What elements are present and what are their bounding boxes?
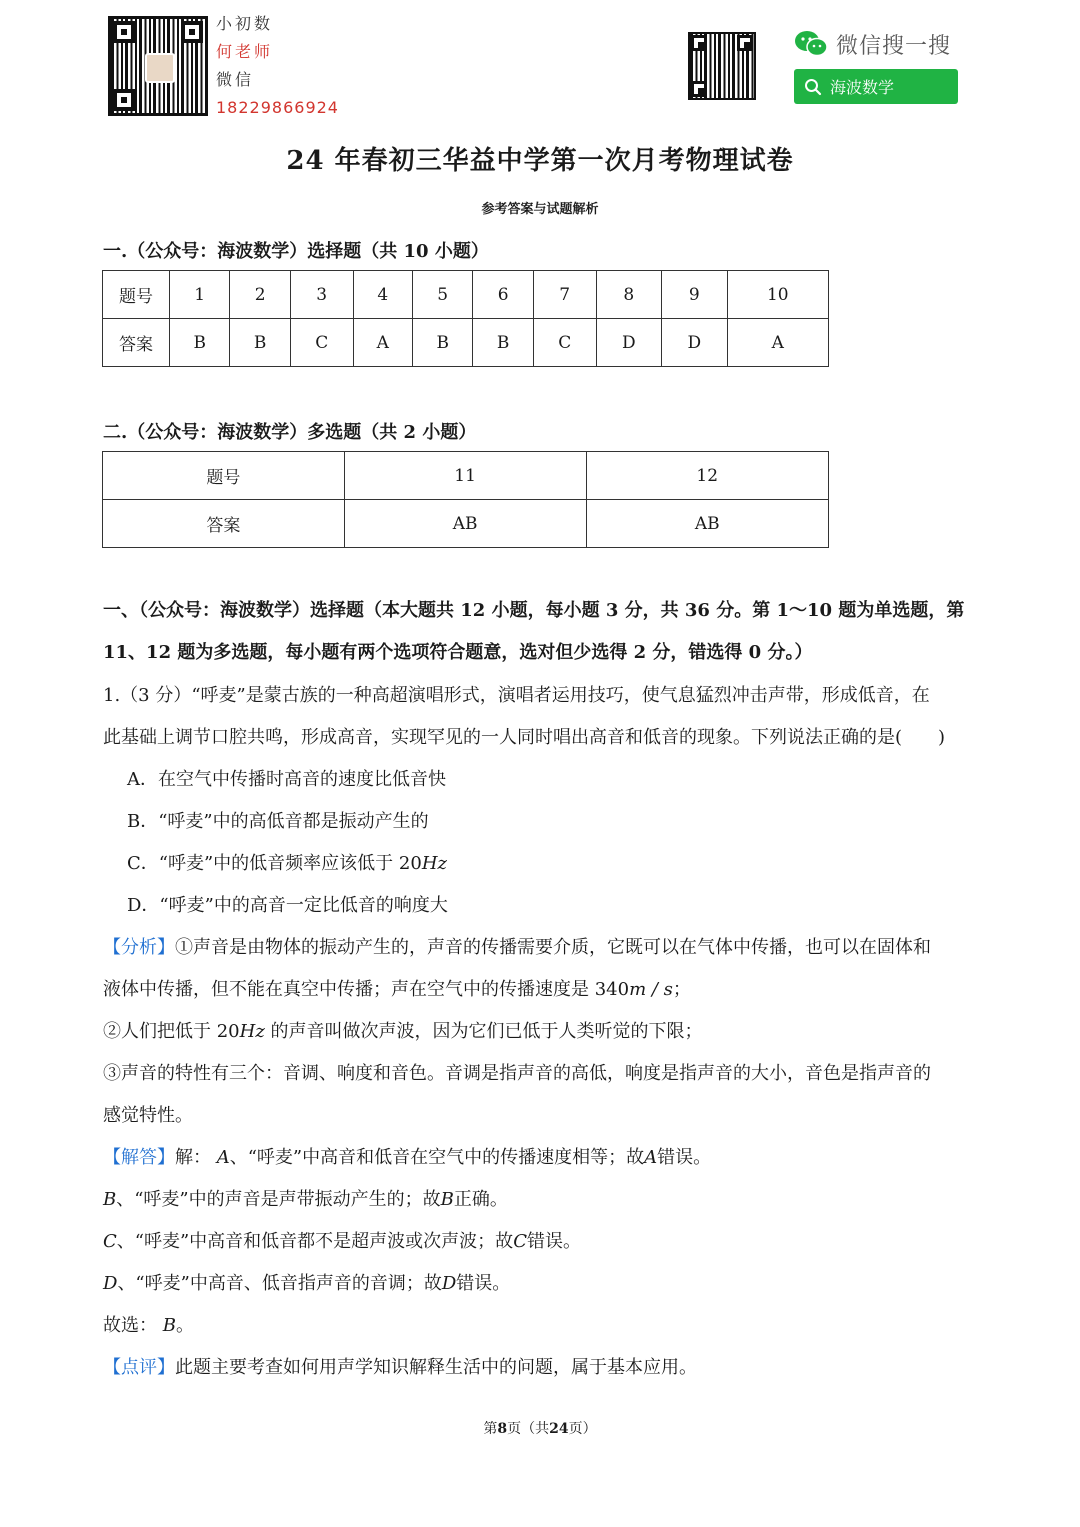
question-stem-line: 此基础上调节口腔共鸣，形成高音，实现罕见的一人同时唱出高音和低音的现象。下列说法正确的是( ) [103,727,946,748]
answer-line [103,1179,1003,1221]
option-c [103,843,1003,885]
unit: m / s [629,979,673,1000]
table-cell: C [533,319,596,367]
option-c-text: C．“呼麦”中的低音频率应该低于 20 [127,853,422,874]
option-letter: D [441,1273,457,1294]
analysis-text: ； [672,979,691,1000]
option-letter: B [440,1189,454,1210]
option-letter: A [216,1147,230,1168]
table-cell: B [473,319,533,367]
page-subtitle: 参考答案与试题解析 [481,202,599,217]
answer-line [103,1137,1003,1179]
note-line: 微信 [216,70,255,89]
part-heading-line: 11、12 题为多选题，每小题有两个选项符合题意，选对但少选得 2 分，错选得 0 分。） [103,642,813,663]
option-a: A．在空气中传播时高音的速度比低音快 [127,769,446,790]
choice-text: 。 [175,1315,194,1336]
option-letter: D [103,1273,118,1294]
multi-choice-answer-table [102,451,829,548]
part-heading-line: 一、（公众号：海波数学）选择题（本大题共 12 小题，每小题 3 分，共 36 分。第 1～10 题为单选题，第 [103,600,965,621]
option-letter: C [103,1231,117,1252]
question-1 [103,675,1003,1389]
analysis-line: 感觉特性。 [103,1105,193,1126]
answer-text: 错误。 [526,1231,581,1252]
answer-text: 错误。 [456,1273,511,1294]
table-cell: 9 [662,271,728,319]
table-row [103,500,829,548]
table-cell: D [596,319,662,367]
table-cell: 7 [533,271,596,319]
row-label: 答案 [103,319,170,367]
table-cell: B [230,319,290,367]
row-label: 题号 [103,452,345,500]
page-footer [0,1418,1080,1438]
analysis-line [103,1011,1003,1053]
wechat-search-box[interactable] [794,69,958,104]
unit: Hz [421,853,447,874]
comment-tag: 【点评】 [103,1357,175,1378]
table-cell: 11 [344,452,586,500]
analysis-text: 液体中传播，但不能在真空中传播；声在空气中的传播速度是 340 [103,979,630,1000]
note-line: 小初数 [216,14,274,33]
page-total: 24 [549,1421,569,1437]
table-cell: 8 [596,271,662,319]
analysis-text: ①声音是由物体的振动产生的，声音的传播需要介质，它既可以在气体中传播，也可以在固体和 [175,937,931,958]
section2-heading: 二.（公众号：海波数学）多选题（共 2 小题） [103,422,477,443]
choice-label: 故选： [103,1315,157,1336]
page-title: 24 年春初三华益中学第一次月考物理试卷 [286,146,794,176]
question-stem-line: 1.（3 分）“呼麦”是蒙古族的一种高超演唱形式，演唱者运用技巧，使气息猛烈冲击声带，形成低音，在 [103,685,930,706]
choice-value: B [162,1315,176,1336]
single-choice-answer-table [102,270,829,367]
answer-tag: 【解答】 [103,1147,175,1168]
analysis-line: ③声音的特性有三个：音调、响度和音色。音调是指声音的高低，响度是指声音的大小，音色是指声音的 [103,1063,931,1084]
option-letter: B [103,1189,117,1210]
table-cell: 1 [170,271,230,319]
table-cell: 4 [353,271,412,319]
table-cell: 2 [230,271,290,319]
unit: Hz [239,1021,265,1042]
qr-code-teacher [108,16,208,116]
search-box-text: 海波数学 [830,78,895,97]
footer-text: 第 [483,1421,498,1437]
answer-text: 正确。 [453,1189,508,1210]
note-line: 何老师 [216,42,274,61]
answer-text: 、“呼麦”中高音和低音都不是超声波或次声波；故 [116,1231,514,1252]
answer-line [103,1263,1003,1305]
answer-line [103,1221,1003,1263]
option-d: D．“呼麦”中的高音一定比低音的响度大 [127,895,448,916]
qr-note [216,10,339,122]
answer-text: 解： [175,1147,211,1168]
part-heading [103,590,1003,674]
wechat-search-label: 微信搜一搜 [836,34,952,59]
qr-code-account [688,32,756,100]
table-cell: 3 [290,271,353,319]
table-cell: 12 [586,452,829,500]
comment-text: 此题主要考查如何用声学知识解释生活中的问题，属于基本应用。 [175,1357,697,1378]
analysis-text: ②人们把低于 20 [103,1021,240,1042]
table-cell: 5 [413,271,473,319]
wechat-logo-icon [794,30,828,58]
table-cell: B [413,319,473,367]
answer-text: 错误。 [657,1147,712,1168]
avatar-photo [145,53,175,83]
table-cell: A [727,319,828,367]
analysis-text: 的声音叫做次声波，因为它们已低于人类听觉的下限； [264,1021,703,1042]
option-letter: A [644,1147,658,1168]
option-b: B．“呼麦”中的高低音都是振动产生的 [127,811,429,832]
table-cell: B [170,319,230,367]
search-icon [804,78,822,96]
analysis-tag: 【分析】 [103,937,175,958]
table-cell: D [662,319,728,367]
section1-heading: 一.（公众号：海波数学）选择题（共 10 小题） [103,241,489,262]
choice-line [103,1305,1003,1347]
comment-line [103,1347,1003,1389]
row-label: 题号 [103,271,170,319]
answer-text: 、“呼麦”中的声音是声带振动产生的；故 [116,1189,441,1210]
footer-text: 页） [568,1421,597,1437]
table-cell: 10 [727,271,828,319]
table-row [103,319,829,367]
table-cell: AB [344,500,586,548]
analysis-line [103,969,1003,1011]
table-cell: 6 [473,271,533,319]
table-row [103,452,829,500]
answer-text: 、“呼麦”中高音、低音指声音的音调；故 [117,1273,442,1294]
table-cell: AB [586,500,829,548]
row-label: 答案 [103,500,345,548]
table-cell: A [353,319,412,367]
analysis-line [103,927,1003,969]
option-letter: C [513,1231,527,1252]
table-row [103,271,829,319]
table-cell: C [290,319,353,367]
note-phone: 18229866924 [216,98,339,117]
footer-text: 页（共 [507,1421,550,1437]
page-number: 8 [497,1421,508,1437]
answer-text: 、“呼麦”中高音和低音在空气中的传播速度相等；故 [229,1147,645,1168]
